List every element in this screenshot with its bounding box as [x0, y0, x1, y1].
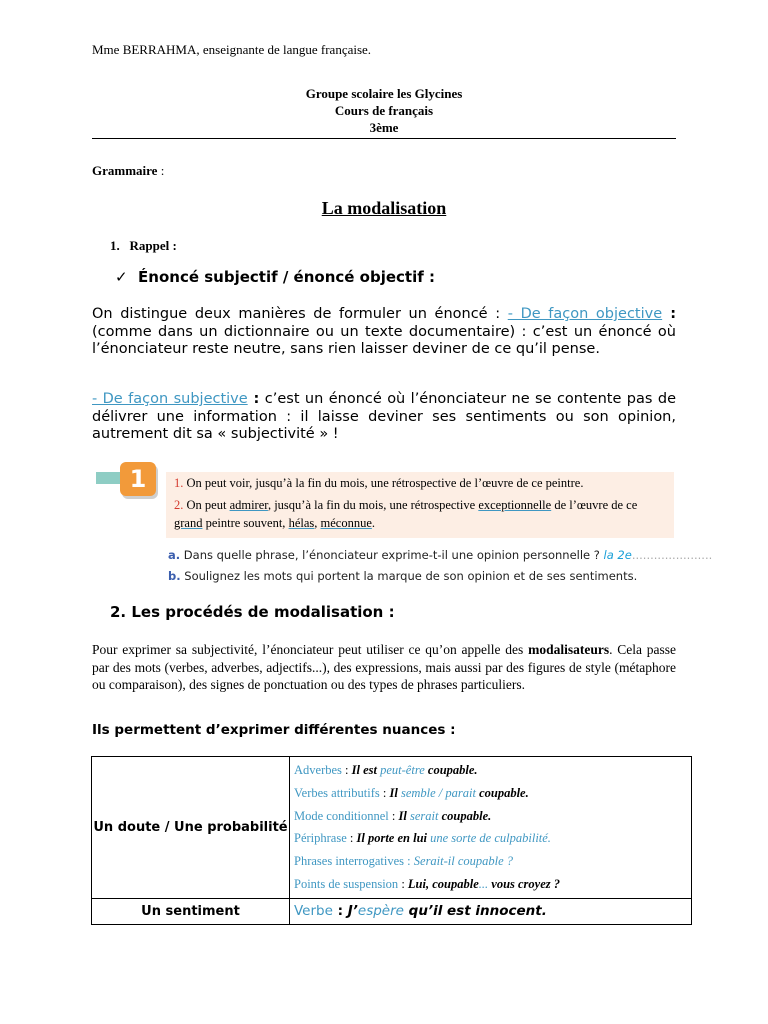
- example-text: Lui, coupable: [407, 876, 479, 891]
- underlined-word: grand: [174, 516, 203, 530]
- example-label: Phrases interrogatives :: [294, 854, 411, 869]
- example-label: Verbe: [294, 903, 333, 920]
- example-line: [294, 782, 687, 805]
- example-highlight: serait: [409, 808, 439, 823]
- table-row: [92, 757, 692, 899]
- subjective-label: - De façon subjective: [92, 391, 248, 407]
- example-highlight: semble / parait: [400, 785, 476, 800]
- example-text: Il est: [351, 763, 381, 777]
- grammaire-label: Grammaire: [92, 163, 158, 178]
- underlined-word: hélas: [288, 516, 315, 530]
- subheading-enonce: [115, 268, 435, 286]
- objective-colon: :: [662, 306, 676, 322]
- example-label: Points de suspension: [294, 876, 399, 891]
- answer-dots: ......................: [631, 548, 713, 562]
- example-sep: :: [379, 785, 390, 800]
- example-line: [294, 827, 687, 850]
- example-line: [294, 759, 687, 782]
- intro-text: On distingue deux manières de formuler un énoncé :: [92, 306, 501, 322]
- exercise-number-badge: 1: [120, 462, 156, 496]
- school-name: Groupe scolaire les Glycines: [305, 86, 463, 101]
- example-label: Adverbes: [294, 763, 342, 777]
- sentence-2-part: peintre souvent,: [202, 516, 289, 530]
- example-text: coupable.: [424, 763, 478, 777]
- example-label: Verbes attributifs: [294, 785, 380, 800]
- example-text: coupable.: [438, 808, 492, 823]
- example-line: [294, 873, 687, 896]
- row-example-sentiment: [290, 898, 692, 924]
- sentence-2-part: .: [371, 516, 375, 530]
- example-sep: :: [388, 808, 399, 823]
- underlined-word: méconnue: [320, 516, 372, 530]
- question-a: [168, 548, 712, 562]
- example-label: Mode conditionnel: [294, 808, 389, 823]
- underlined-word: exceptionnelle: [478, 498, 552, 512]
- example-text: coupable.: [475, 785, 529, 800]
- sentence-1-number: 1.: [174, 476, 184, 490]
- example-line: [294, 850, 687, 873]
- author-line: Mme BERRAHMA, enseignante de langue française.: [92, 42, 372, 57]
- exercise-sentence-1: [174, 476, 583, 491]
- objective-text: (comme dans un dictionnaire ou un texte documentaire) : c’est un énoncé où l’énonciateur reste neutre, sans rien laisser deviner de ce qu’il pense.: [92, 323, 676, 357]
- modalisateurs-term: modalisateurs: [528, 642, 610, 657]
- example-text: vous croyez ?: [488, 876, 561, 891]
- rappel-heading: [110, 238, 177, 254]
- sentence-2-part: On peut: [183, 498, 230, 512]
- example-sep: :: [346, 831, 357, 846]
- row-examples: [290, 757, 692, 899]
- question-b-letter: b.: [168, 569, 181, 583]
- section-2-heading: 2. Les procédés de modalisation :: [110, 603, 395, 621]
- exercise-sentence-2: [174, 498, 666, 513]
- example-text: Il: [389, 785, 401, 800]
- paragraph-objective: [92, 306, 676, 359]
- example-sep: :: [341, 763, 352, 777]
- example-sep: :: [398, 876, 408, 891]
- nuances-table: [91, 756, 692, 925]
- example-label: Périphrase: [294, 831, 347, 846]
- underlined-word: admirer: [229, 498, 268, 512]
- sentence-2-number: 2.: [174, 498, 184, 512]
- example-highlight: ...: [478, 876, 489, 891]
- example-highlight: espère: [357, 903, 404, 920]
- example-sep: :: [332, 903, 348, 920]
- sentence-2-part: ,: [314, 516, 321, 530]
- handwritten-answer: la 2e: [603, 548, 632, 562]
- example-text: Il porte en lui: [356, 831, 431, 846]
- table-row: [92, 898, 692, 924]
- sentence-1-text: On peut voir, jusqu’à la fin du mois, une rétrospective de l’œuvre de ce peintre.: [183, 476, 584, 490]
- subjective-colon: :: [247, 391, 260, 407]
- check-mark-icon: ✓: [115, 268, 128, 286]
- paragraph-subjective: [92, 391, 676, 444]
- header-divider: [92, 138, 676, 139]
- nuances-heading: Ils permettent d’exprimer différentes nuances :: [92, 722, 456, 738]
- example-highlight: peut-être: [380, 763, 425, 777]
- question-a-text: Dans quelle phrase, l’énonciateur exprime-t-il une opinion personnelle ?: [180, 548, 604, 562]
- paragraph-part: Pour exprimer sa subjectivité, l’énonciateur peut utiliser ce qu’on appelle des: [92, 642, 529, 657]
- question-a-letter: a.: [168, 548, 181, 562]
- example-text: qu’il est innocent.: [403, 903, 547, 920]
- subheading-text: Énoncé subjectif / énoncé objectif :: [138, 268, 435, 286]
- level-label: 3ème: [369, 120, 399, 135]
- row-label-doute: Un doute / Une probabilité: [92, 757, 290, 899]
- example-text: Il: [398, 808, 410, 823]
- row-label-sentiment: Un sentiment: [92, 898, 290, 924]
- rappel-number: 1.: [110, 238, 120, 253]
- question-b: [168, 569, 637, 583]
- question-b-text: Soulignez les mots qui portent la marque de son opinion et de ses sentiments.: [180, 569, 638, 583]
- sentence-2-part: de l’œuvre de ce: [551, 498, 638, 512]
- course-name: Cours de français: [334, 103, 434, 118]
- paragraph-modalisateurs: [92, 641, 676, 694]
- rappel-label: Rappel :: [129, 238, 177, 253]
- example-highlight: une sorte de culpabilité.: [430, 831, 551, 846]
- example-highlight: Serait-il coupable ?: [413, 854, 514, 869]
- exercise-sentence-2-cont: [174, 516, 375, 531]
- objective-label: - De façon objective: [507, 306, 663, 322]
- paragraph-part: . Cela passe par des mots (verbes, adverbes, adjectifs...), des expressions, mais aussi par des figures de style (métaphore ou comparaison), des signes de ponctuation ou des types de phrases particuliers.: [92, 642, 676, 692]
- page-title: La modalisation: [321, 198, 447, 218]
- example-text: J’: [347, 903, 358, 920]
- section-grammaire: Grammaire :: [92, 163, 165, 178]
- example-line: [294, 805, 687, 828]
- subjective-text: c’est un énoncé où l’énonciateur ne se contente pas de délivrer une information : il laisse deviner ses sentiments ou son opinion, autrement dit sa « subjectivité » !: [92, 391, 676, 442]
- sentence-2-part: , jusqu’à la fin du mois, une rétrospective: [267, 498, 479, 512]
